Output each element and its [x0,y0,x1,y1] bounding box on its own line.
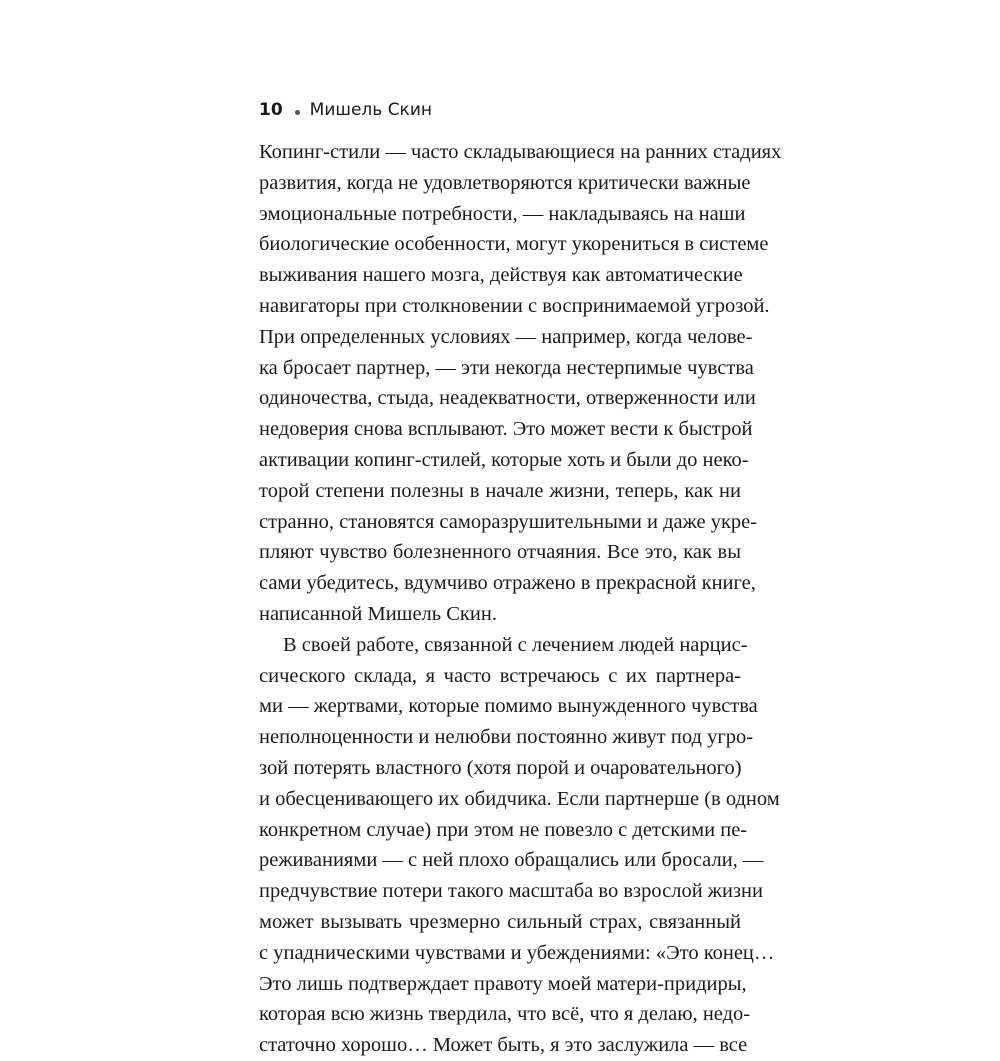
text-line: с упадническими чувствами и убеждениями: «Это конец… [259,941,775,964]
text-line: может вызывать чрезмерно сильный страх, связанный [259,910,741,933]
text-line: недоверия снова всплывают. Это может вести к быстрой [259,418,753,441]
text-line: которая всю жизнь твердила, что всё, что я делаю, недо- [259,1003,751,1026]
text-line: В своей работе, связанной с лечением людей нарцис- [283,633,748,656]
text-line: сами убедитесь, вдумчиво отражено в прекрасной книге, [259,572,756,595]
text-line: конкретном случае) при этом не повезло с детскими пе- [259,818,748,841]
paragraph-2 [259,630,780,1061]
text-line: реживаниями — с ней плохо обращались или бросали, — [259,849,764,872]
text-line: развития, когда не удовлетворяются критически важные [259,171,751,194]
text-line: При определенных условиях — например, когда челове- [259,325,753,348]
text-line: одиночества, стыда, неадекватности, отверженности или [259,387,756,410]
text-line: и обесценивающего их обидчика. Если партнерше (в одном [259,787,780,810]
text-line: написанной Мишель Скин. [259,602,497,625]
text-line: Копинг-стили — часто складывающиеся на ранних стадиях [259,141,782,163]
text-line: навигаторы при столкновении с воспринимаемой угрозой. [259,294,770,317]
text-line: странно, становятся саморазрушительными и даже укре- [259,510,758,533]
text-line: предчувствие потери такого масштаба во взрослой жизни [259,880,763,903]
text-line: сического склада, я часто встречаюсь с их партнера- [259,664,741,687]
text-line: ка бросает партнер, — эти некогда нестерпимые чувства [259,356,754,379]
text-line: эмоциональные потребности, — накладываясь на наши [259,202,746,225]
text-line: активации копинг-стилей, которые хоть и были до неко- [259,448,749,471]
running-head-author: Мишель Скин [309,100,432,120]
text-line: Это лишь подтверждает правоту моей матери-придиры, [259,972,747,995]
text-line: выживания нашего мозга, действуя как автоматические [259,264,743,287]
page-number: 10 [259,100,283,120]
text-line: ми — жертвами, которые помимо вынужденного чувства [259,695,758,718]
text-line: зой потерять властного (хотя порой и очаровательного) [259,756,742,779]
text-line: пляют чувство болезненного отчаяния. Все это, как вы [259,541,741,564]
text-line: торой степени полезны в начале жизни, теперь, как ни [259,479,741,502]
body-text [259,137,782,1061]
text-line: биологические особенности, могут укорениться в системе [259,233,769,256]
text-line: неполноценности и нелюбви постоянно живут под угро- [259,726,754,749]
separator-dot-icon [295,110,300,115]
text-line: статочно хорошо… Может быть, я это заслужила — все [259,1034,748,1057]
running-head [259,98,432,122]
paragraph-1 [259,137,782,630]
